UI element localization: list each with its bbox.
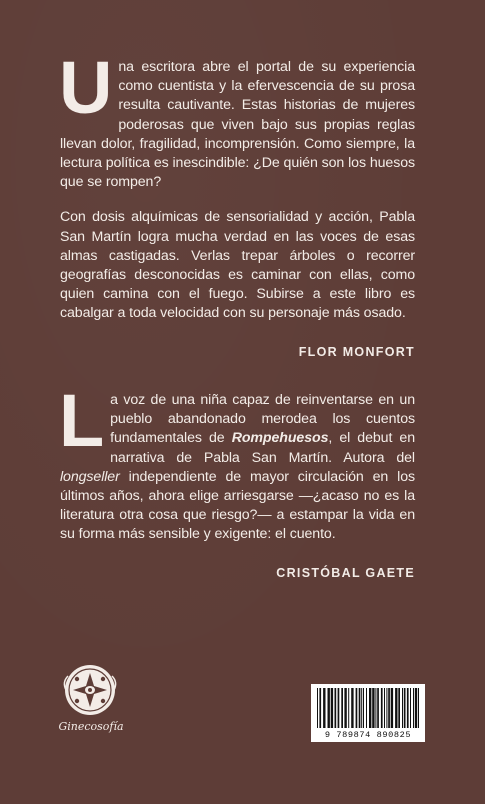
review-text: , el debut en narrativa de Pabla San Martín. Autora del (110, 430, 415, 466)
barcode-bar (386, 688, 387, 728)
barcode-bar (398, 688, 400, 728)
barcode-bar (359, 688, 361, 728)
review-gaete (59, 379, 415, 580)
barcode-bar (366, 688, 367, 728)
barcode-bar (363, 688, 364, 728)
barcode-bar (404, 688, 406, 728)
barcode-bar (413, 688, 414, 728)
barcode-bar (331, 688, 333, 728)
barcode-bar (369, 688, 371, 728)
barcode-bar (388, 688, 390, 728)
barcode-bar (335, 688, 337, 728)
barcode-bar (344, 688, 346, 728)
barcode-bar (351, 688, 353, 728)
barcode-bar (338, 688, 340, 728)
review-paragraph: Con dosis alquímicas de sensorialidad y acción, Pabla San Martín logra mucha verdad en las voces de esas almas castigadas. Verlas trepar árboles o recorrer geografías desconocidas es caminar con ellas, como quien camina con el fuego. Subirse a este libro es cabalgar a toda velocidad con su personaje más osado. (60, 209, 415, 322)
barcode-bar (328, 688, 330, 728)
drop-cap: L (59, 379, 105, 462)
book-title: Rompehuesos (231, 430, 329, 447)
barcode-bar (341, 688, 343, 728)
barcode-bar (418, 688, 419, 728)
barcode-bar (407, 688, 409, 728)
barcode-bar (415, 688, 417, 728)
barcode-bar (372, 688, 374, 728)
longseller-term: longseller (60, 468, 120, 485)
isbn-barcode (311, 684, 425, 742)
barcode-bar (410, 688, 411, 728)
review-author: FLOR MONFORT (298, 344, 415, 359)
barcode-bar (381, 688, 383, 728)
review-paragraph (59, 379, 415, 545)
barcode-bar (384, 688, 385, 728)
barcode-bars (317, 688, 419, 728)
barcode-bar (377, 688, 379, 728)
review-monfort (59, 46, 415, 359)
barcode-bar (348, 688, 349, 728)
barcode-bar (319, 688, 321, 728)
barcode-bar (402, 688, 403, 728)
barcode-bar (361, 688, 362, 728)
barcode-bar (395, 688, 397, 728)
isbn-digits: 9 789874 890825 (324, 730, 412, 740)
review-author: CRISTÓBAL GAETE (276, 565, 415, 580)
review-text: a voz de una niña capaz de reinventarse en un pueblo abandonado merodea los cuentos fundamentales de (110, 392, 415, 447)
barcode-bar (375, 688, 376, 728)
review-text: independiente de mayor circulación en los últimos años, ahora elige arriesgarse —¿acaso no es la literatura otra cosa que riesgo?— a estampar la vida en su forma más sensible y exigente: el cuento. (60, 468, 415, 543)
barcode-bar (356, 688, 358, 728)
review-text: na escritora abre el portal de su experiencia como cuentista y la efervescencia de su prosa resulta cautivante. Estas historias de mujeres poderosas que viven bajo sus propias reglas llevan dolor, fragilidad, incomprensión. Como siempre, la lectura política es inescindible: ¿De quién son los huesos que se rompen? (60, 59, 415, 191)
barcode-bar (323, 688, 325, 728)
drop-cap: U (59, 46, 113, 129)
barcode-bar (391, 688, 393, 728)
review-paragraph (59, 46, 415, 192)
publisher-name: Ginecosofía (58, 720, 124, 733)
barcode-bar (317, 688, 318, 728)
